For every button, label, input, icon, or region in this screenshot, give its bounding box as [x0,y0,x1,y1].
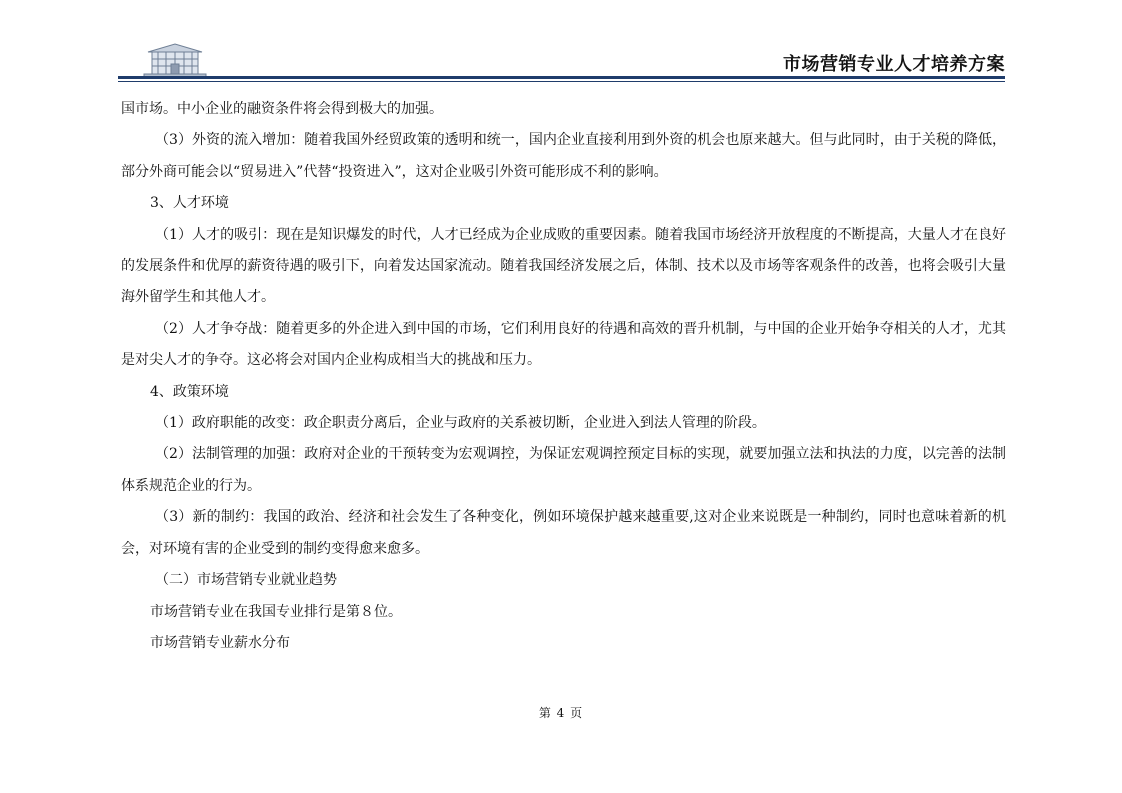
paragraph-continuation: 国市场。中小企业的融资条件将会得到极大的加强。 [121,101,443,117]
page-body [121,94,1006,659]
heading-talent-environment: 3、人才环境 [150,195,229,212]
page-number: 第 4 页 [538,706,584,720]
paragraph-legal-management: （2）法制管理的加强：政府对企业的干预转变为宏观调控，为保证宏观调控预定目标的实现，就要加强立法和执法的力度，以完善的法制体系规范企业的行为。 [121,446,1006,494]
building-logo-icon [140,42,210,78]
heading-employment-trend: （二）市场营销专业就业趋势 [155,572,337,589]
document-title: 市场营销专业人才培养方案 [783,54,1005,75]
paragraph-major-ranking: 市场营销专业在我国专业排行是第８位。 [150,603,402,620]
header-rule-thick [118,76,1005,79]
heading-policy-environment: 4、政策环境 [150,383,229,400]
paragraph-talent-competition: （2）人才争夺战：随着更多的外企进入到中国的市场，它们利用良好的待遇和高效的晋升机制，与中国的企业开始争夺相关的人才，尤其是对尖人才的争夺。这必将会对国内企业构成相当大的挑战和压力。 [121,320,1006,369]
paragraph-foreign-capital: （3）外资的流入增加：随着我国外经贸政策的透明和统一，国内企业直接利用到外资的机会也原来越大。但与此同时，由于关税的降低，部分外商可能会以“贸易进入”代替“投资进入”，这对企业吸引外资可能形成不利的影响。 [121,132,1006,180]
paragraph-government-function: （1）政府职能的改变：政企职责分离后，企业与政府的关系被切断，企业进入到法人管理的阶段。 [155,415,766,432]
paragraph-new-constraints: （3）新的制约：我国的政治、经济和社会发生了各种变化，例如环境保护越来越重要,这对企业来说既是一种制约，同时也意味着新的机会，对环境有害的企业受到的制约变得愈来愈多。 [121,509,1006,557]
header-rule-thin [118,81,1005,82]
paragraph-talent-attraction: （1）人才的吸引：现在是知识爆发的时代，人才已经成为企业成败的重要因素。随着我国市场经济开放程度的不断提高，大量人才在良好的发展条件和优厚的薪资待遇的吸引下，向着发达国家流动。随着我国经济发展之后，体制、技术以及市场等客观条件的改善，也将会吸引大量海外留学生和其他人才。 [121,226,1006,306]
paragraph-salary-distribution: 市场营销专业薪水分布 [150,634,290,651]
page-header [118,38,1005,84]
